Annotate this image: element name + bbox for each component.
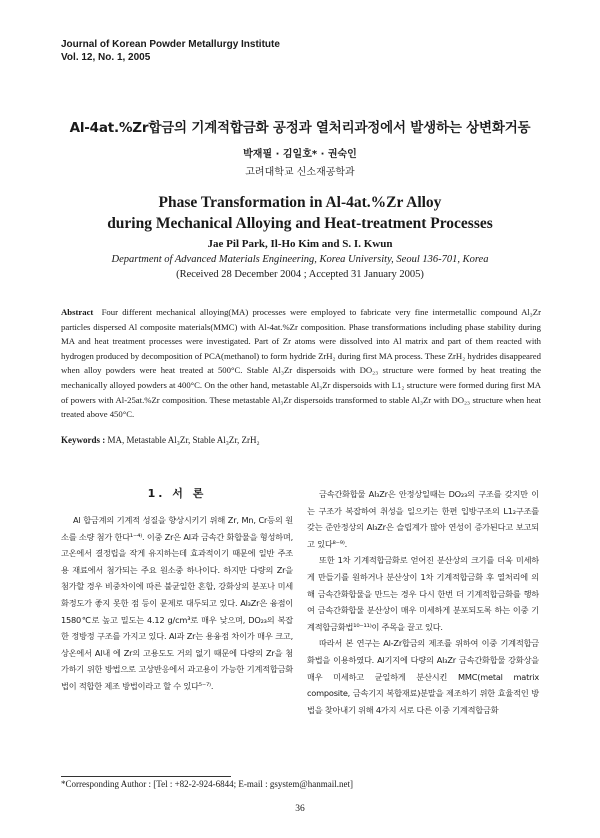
corresponding-author-footnote: *Corresponding Author : [Tel : +82-2-924-6844; E-mail : gsystem@hanmail.net] (61, 779, 353, 789)
authors-korean: 박재필 · 김일호* · 권숙인 (243, 149, 357, 160)
journal-name: Journal of Korean Powder Metallurgy Institute (61, 39, 280, 50)
paragraph: Al 합금계의 기계적 성질을 향상시키기 위해 Zr, Mn, Cr등의 원소를 소량 첨가 한다¹⁻⁴⁾. 이중 Zr은 Al과 금속간 화합물을 형성하며, 고온에서 결정립을 작게 유지하는데 효과적이기 때문에 일반 주조용 재료에서 첨가되는 주요 원소중 하나이다. 하지만 다량의 Zr을 첨가할 경우 비중차이에 따른 불균일한 혼합, 강화상의 분포나 미세화정도가 좋지 못한 점 등이 문제로 대두되고 있다. Al₃Zr은 융점이 1580℃로 높고 밀도는 4.12 g/cm³로 매우 낮으며, DO₂₃의 복잡한 정방정 구조를 가지고 있다. Al과 Zr는 용융점 차이가 매우 크고, 상온에서 Al내 에 Zr의 고용도도 거의 없기 때문에 다량의 Zr을 첨가하기 위한 방법으로 고상반응에서 과고용이 가능한 기계적합금화법이 적합한 제조 방법이라고 할 수 있다⁵⁻⁷⁾. (61, 515, 293, 691)
title-english-line1: Phase Transformation in Al-4at.%Zr Alloy (158, 194, 442, 211)
affiliation-english: Department of Advanced Materials Engineering, Korea University, Seoul 136-701, Korea (111, 254, 489, 265)
section-heading: 1. 서 론 (147, 487, 207, 500)
paragraph: 금속간화합물 Al₃Zr은 안정상일때는 DO₂₃의 구조를 갖지만 이는 구조가 복잡하여 취성을 일으키는 한편 입방구조의 L1₂구조를 갖는 준안정상의 Al₃Zr은 슬립계가 많아 연성이 증가된다고 보고되고 있다⁸⁻⁹⁾. (307, 489, 539, 549)
paragraph: 또한 1차 기계적합금화로 얻어진 분산상의 크기를 더욱 미세하게 만들기를 원하거나 분산상이 1차 기계적합금화 후 열처리에 의해 금속간화합물을 만드는 경우 다시 한번 더 기계적합금화를 행하여 금속간화합물 분산상이 매우 미세하게 분포되도록 하는 이중 기계적합금화법¹⁰⁻¹¹⁾이 주목을 끌고 있다. (307, 555, 539, 632)
title-korean: Al-4at.%Zr합금의 기계적합금화 공정과 열처리과정에서 발생하는 상변화거동 (69, 120, 531, 136)
abstract-label: Abstract (61, 307, 94, 317)
footnote-divider (61, 776, 231, 777)
body-column-right (307, 486, 539, 718)
body-column-left (61, 486, 293, 695)
abstract-text: Four different mechanical alloying(MA) processes were employed to fabricate very fine intermetallic compound Al₃Zr particles dispersed Al composite materials(MMC) with Al-4at.%Zr composition. Phase transformations including phase stability during MA and heat treatment processes were investigated. Part of Zr atoms were dissolved into Al matrix and part of them reacted with hydrogen produced by decomposition of PCA(methanol) to form hydride ZrH₂ during first MA process. These ZrH₂ hydrides disappeared when alloy powders were heat treated at 500°C. Stable Al₃Zr dispersoids with DO₂₃ structure were formed by heat treating the mechanically alloyed powders at 400°C. On the other hand, metastable Al₃Zr dispersoids with L1₂ structure were formed during first MA of powers with Al-25at.%Zr composition. These metastable Al₃Zr dispersoids transformed to stable Al₃Zr with DO₂₃ structure when heat treated above 450°C. (61, 307, 541, 420)
title-english (0, 192, 600, 234)
page-number: 36 (295, 804, 305, 814)
received-dates: (Received 28 December 2004 ; Accepted 31 January 2005) (176, 269, 424, 280)
keywords (61, 435, 541, 445)
keywords-label: Keywords : (61, 435, 106, 445)
paragraph: 따라서 본 연구는 Al-Zr합금의 제조를 위하여 이중 기계적합금화법을 이용하였다. Al기지에 다량의 Al₃Zr 금속간화합물 강화상을 매우 미세하고 균일하게 분산시킨 MMC(metal matrix composite, 금속기지 복합재료)분말을 제조하기 위한 효율적인 방법을 찾아내기 위해 4가지 서로 다른 이중 기계적합금화 (307, 638, 539, 715)
authors-english: Jae Pil Park, Il-Ho Kim and S. I. Kwun (207, 238, 393, 250)
journal-header (61, 38, 280, 64)
title-english-line2: during Mechanical Alloying and Heat-treatment Processes (107, 215, 493, 232)
journal-volume: Vol. 12, No. 1, 2005 (61, 52, 151, 63)
affiliation-korean: 고려대학교 신소재공학과 (245, 167, 355, 178)
abstract (61, 305, 541, 422)
keywords-text: MA, Metastable Al₃Zr, Stable Al₃Zr, ZrH₂ (107, 435, 260, 445)
